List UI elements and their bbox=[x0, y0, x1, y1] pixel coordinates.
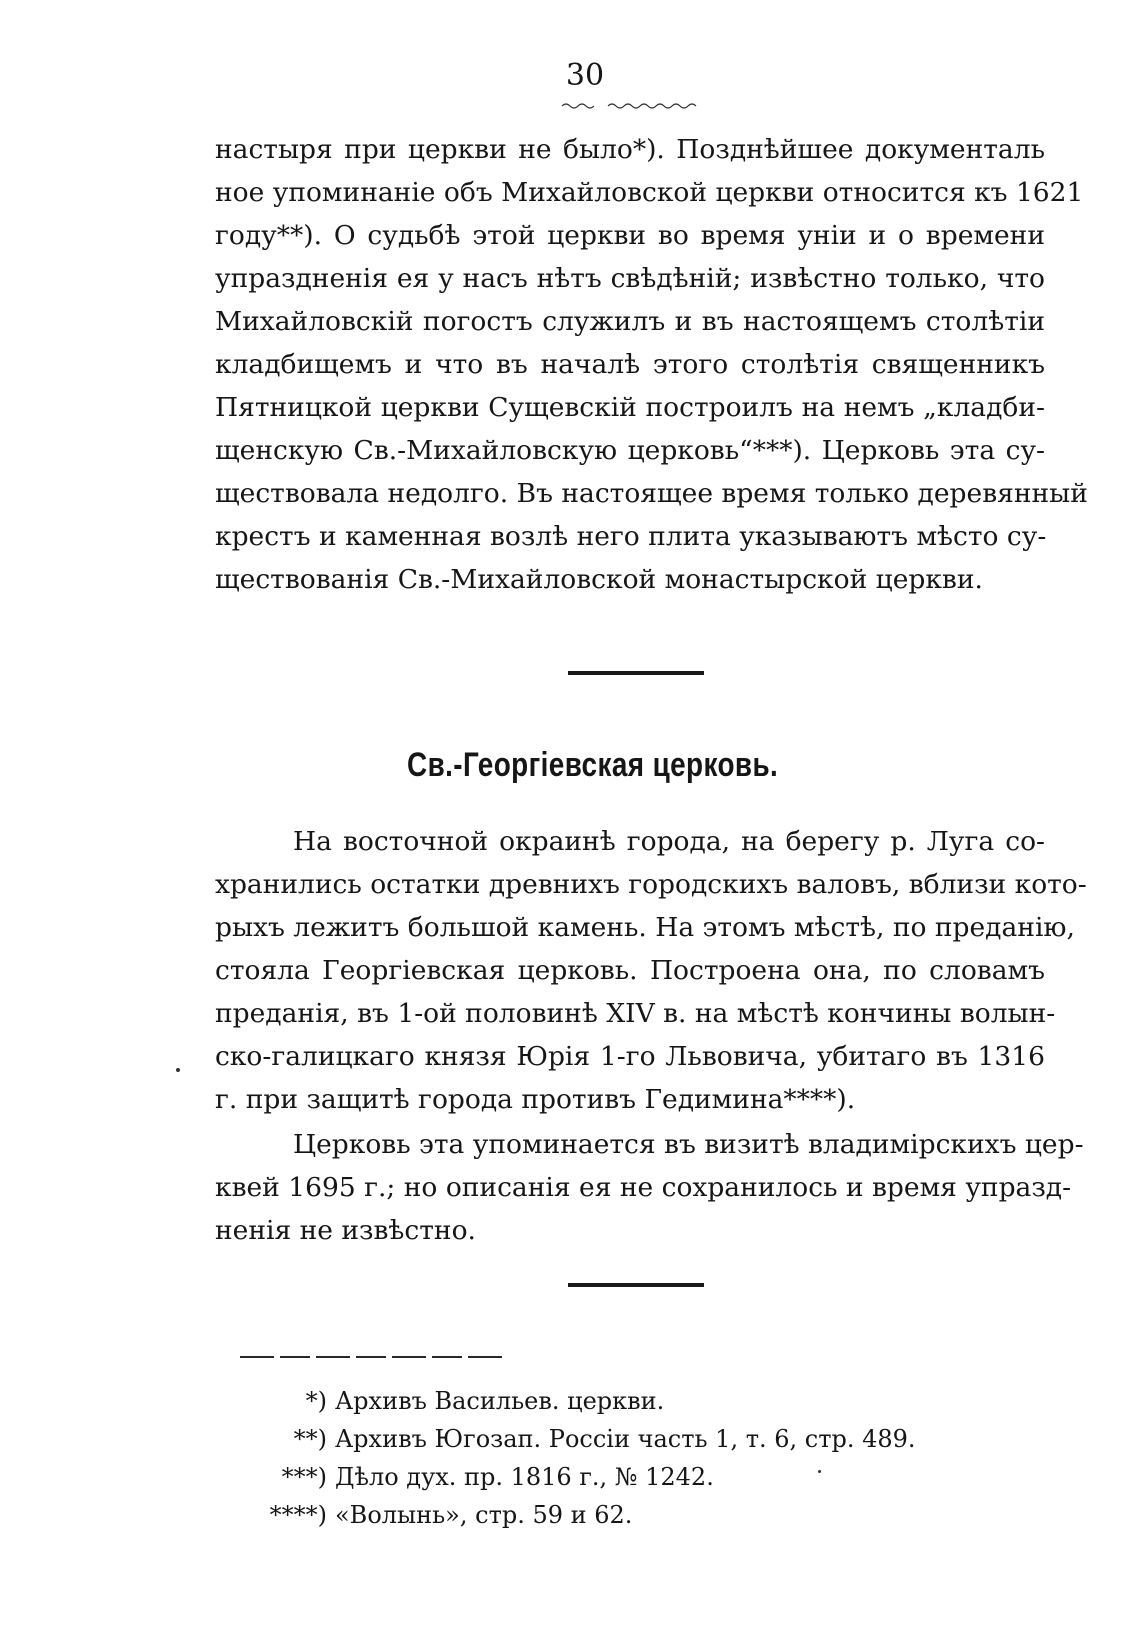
text-line: хранились остатки древнихъ городскихъ валовъ, вблизи кото- bbox=[215, 869, 1087, 900]
footnote-text: Дѣло дух. пр. 1816 г., № 1242. bbox=[335, 1463, 714, 1491]
paragraph-visitation bbox=[215, 1123, 1084, 1252]
footnote-mark: *) bbox=[305, 1387, 327, 1415]
footnote-mark: **) bbox=[293, 1425, 327, 1453]
footnote bbox=[240, 1382, 916, 1420]
text-line: крестъ и каменная возлѣ него плита указываютъ мѣсто су- bbox=[215, 521, 1047, 552]
paragraph-mikhailovsky bbox=[215, 128, 1088, 601]
text-line: ществовала недолго. Въ настоящее время только деревянный bbox=[215, 478, 1088, 509]
text-line: кладбищемъ и что въ началѣ этого столѣтія священникъ bbox=[215, 349, 1045, 380]
paragraph-georgievsky bbox=[215, 820, 1087, 1121]
text-line: На восточной окраинѣ города, на берегу р. Луга со- bbox=[293, 826, 1045, 857]
footnote bbox=[240, 1496, 916, 1534]
footnote-text: Архивъ Югозап. Россіи часть 1, т. 6, стр. 489. bbox=[335, 1425, 916, 1453]
page-number-ornament bbox=[560, 100, 704, 110]
footnote bbox=[240, 1458, 916, 1496]
footnote-text: Архивъ Васильев. церкви. bbox=[335, 1387, 665, 1415]
text-line: Церковь эта упоминается въ визитѣ владимірскихъ цер- bbox=[293, 1129, 1084, 1160]
footnote-mark: ****) bbox=[269, 1501, 327, 1529]
text-line: году**). О судьбѣ этой церкви во время уніи и о времени bbox=[215, 220, 1045, 251]
print-speck bbox=[176, 1068, 180, 1072]
footnote bbox=[240, 1420, 916, 1458]
section-divider bbox=[568, 1283, 704, 1287]
text-line: настыря при церкви не было*). Позднѣйшее документаль bbox=[215, 134, 1045, 165]
footnote-text: «Волынь», стр. 59 и 62. bbox=[335, 1501, 633, 1529]
footnotes bbox=[240, 1382, 916, 1534]
footnote-separator bbox=[240, 1356, 502, 1358]
text-line: ществованія Св.-Михайловской монастырской церкви. bbox=[215, 564, 983, 595]
text-line: ное упоминаніе объ Михайловской церкви относится къ 1621 bbox=[215, 177, 1084, 208]
section-divider bbox=[568, 671, 704, 675]
print-speck bbox=[818, 1470, 821, 1473]
text-line: щенскую Св.-Михайловскую церковь“***). Церковь эта су- bbox=[215, 435, 1045, 466]
text-line: Михайловскій погостъ служилъ и въ настоящемъ столѣтіи bbox=[215, 306, 1045, 337]
text-line: ненія не извѣстно. bbox=[215, 1215, 476, 1246]
text-line: рыхъ лежитъ большой камень. На этомъ мѣстѣ, по преданію, bbox=[215, 912, 1075, 943]
page-number: 30 bbox=[565, 58, 605, 93]
text-line: ско-галицкаго князя Юрія 1-го Львовича, убитаго въ 1316 bbox=[215, 1041, 1045, 1072]
section-title: Св.-Георгіевская церковь. bbox=[407, 746, 779, 784]
text-line: г. при защитѣ города противъ Гедимина****). bbox=[215, 1084, 856, 1115]
text-line: стояла Георгіевская церковь. Построена она, по словамъ bbox=[215, 955, 1045, 986]
footnote-mark: ***) bbox=[281, 1463, 327, 1491]
text-line: квей 1695 г.; но описанія ея не сохранилось и время упразд- bbox=[215, 1172, 1072, 1203]
text-line: упраздненія ея у насъ нѣтъ свѣдѣній; извѣстно только, что bbox=[215, 263, 1045, 294]
text-line: Пятницкой церкви Сущевскій построилъ на немъ „кладби- bbox=[215, 392, 1045, 423]
text-line: преданія, въ 1-ой половинѣ XIV в. на мѣстѣ кончины волын- bbox=[215, 998, 1056, 1029]
